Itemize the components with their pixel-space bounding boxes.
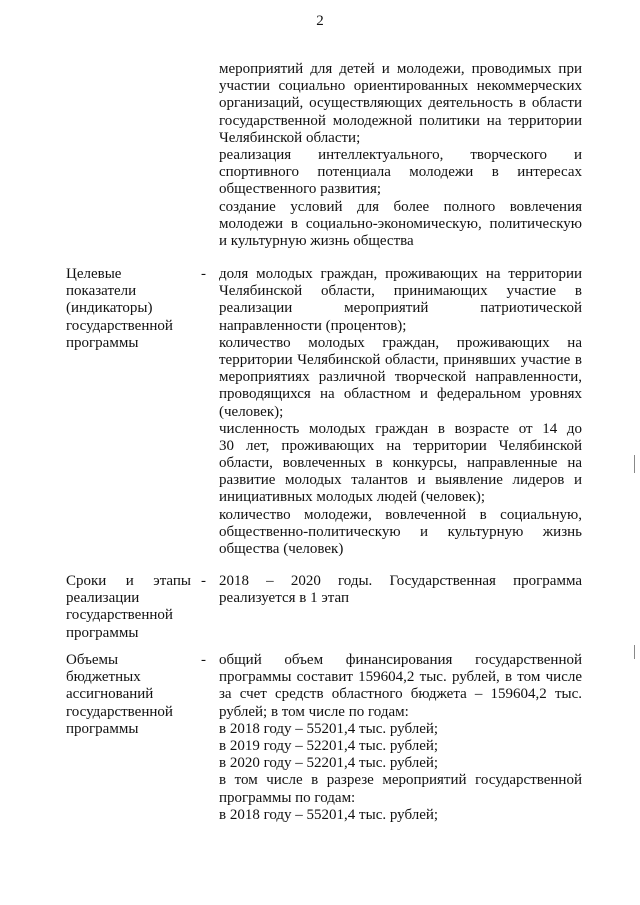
label-line: Объемы	[66, 652, 119, 668]
section-text-timeframe	[219, 573, 582, 607]
text-line: молодежи в социально-экономическую, политическую	[219, 215, 582, 232]
text-line: в том числе в разрезе мероприятий государственной	[219, 772, 582, 789]
text-line: программы составит 159604,2 тыс. рублей, в том числе	[219, 669, 582, 686]
text-line: (человек);	[219, 403, 284, 420]
text-line: инициативных молодых людей (человек);	[219, 489, 486, 506]
label-line: государственной	[66, 703, 173, 720]
text-line: и культурную жизнь общества	[219, 232, 414, 249]
section-label-budget	[66, 652, 191, 738]
text-line: 2018 – 2020 годы. Государственная программа	[219, 573, 582, 589]
text-line: Челябинской области, принимающих участие в	[219, 283, 582, 300]
scan-edge-mark	[634, 645, 635, 659]
text-line: реализация интеллектуального, творческого и	[219, 146, 582, 163]
text-line: количество молодых граждан, проживающих на	[219, 334, 582, 351]
section-dash: -	[201, 573, 206, 589]
section-dash: -	[201, 652, 206, 668]
text-line: рублей; в том числе по годам:	[219, 703, 409, 720]
label-line: показатели	[66, 283, 137, 300]
intro-text	[219, 61, 582, 250]
section-label-indicators	[66, 266, 191, 352]
text-line: мероприятий для детей и молодежи, проводимых при	[219, 61, 582, 77]
text-line: мероприятиях различной творческой направленности,	[219, 369, 582, 386]
label-line: программы	[66, 334, 139, 351]
scan-edge-mark	[634, 455, 635, 473]
text-line: общества (человек)	[219, 541, 344, 557]
text-line: спортивного потенциала молодежи в интересах	[219, 164, 582, 181]
label-line: Целевые	[66, 266, 122, 282]
text-line: области, вовлеченных в конкурсы, направленные на	[219, 455, 582, 472]
text-line: в 2018 году – 55201,4 тыс. рублей;	[219, 720, 439, 737]
label-line: Сроки и этапы	[66, 573, 191, 589]
section-text-indicators	[219, 266, 582, 558]
text-line: доля молодых граждан, проживающих на территории	[219, 266, 582, 282]
section-dash: -	[201, 266, 206, 282]
label-line: государственной	[66, 317, 173, 334]
text-line: участии социально ориентированных некоммерческих	[219, 78, 582, 95]
label-line: программы	[66, 720, 139, 737]
page-number: 2	[316, 13, 324, 29]
text-line: государственной молодежной политики на территории	[219, 112, 582, 129]
text-line: развитие молодых талантов и выявление лидеров и	[219, 472, 582, 489]
text-line: количество молодежи, вовлеченной в социальную,	[219, 506, 582, 523]
text-line: 30 лет, проживающих на территории Челябинской	[219, 437, 582, 454]
section-text-budget	[219, 652, 582, 824]
text-line: реализации мероприятий патриотической	[219, 300, 582, 317]
label-line: (индикаторы)	[66, 300, 153, 317]
text-line: проводящихся на областном и федеральном уровнях	[219, 386, 582, 403]
section-label-timeframe	[66, 573, 191, 642]
text-line: в 2019 году – 52201,4 тыс. рублей;	[219, 737, 439, 754]
text-line: в 2018 году – 55201,4 тыс. рублей;	[219, 806, 439, 823]
text-line: реализуется в 1 этап	[219, 590, 350, 607]
text-line: за счет средств областного бюджета – 159604,2 тыс.	[219, 686, 582, 703]
text-line: общественного развития;	[219, 181, 382, 198]
text-line: направленности (процентов);	[219, 317, 407, 334]
text-line: организаций, осуществляющих деятельность в области	[219, 95, 582, 112]
text-line: общественно-политическую и культурную жизнь	[219, 523, 582, 540]
label-line: программы	[66, 624, 139, 641]
text-line: территории Челябинской области, принявших участие в	[219, 351, 582, 368]
label-line: реализации	[66, 590, 140, 607]
label-line: ассигнований	[66, 686, 154, 703]
text-line: Челябинской области;	[219, 129, 361, 146]
label-line: государственной	[66, 607, 173, 624]
text-line: общий объем финансирования государственной	[219, 652, 582, 668]
label-line: бюджетных	[66, 669, 141, 686]
text-line: численность молодых граждан в возрасте от 14 до	[219, 420, 582, 437]
text-line: программы по годам:	[219, 789, 356, 806]
text-line: создание условий для более полного вовлечения	[219, 198, 582, 215]
text-line: в 2020 году – 52201,4 тыс. рублей;	[219, 755, 439, 772]
